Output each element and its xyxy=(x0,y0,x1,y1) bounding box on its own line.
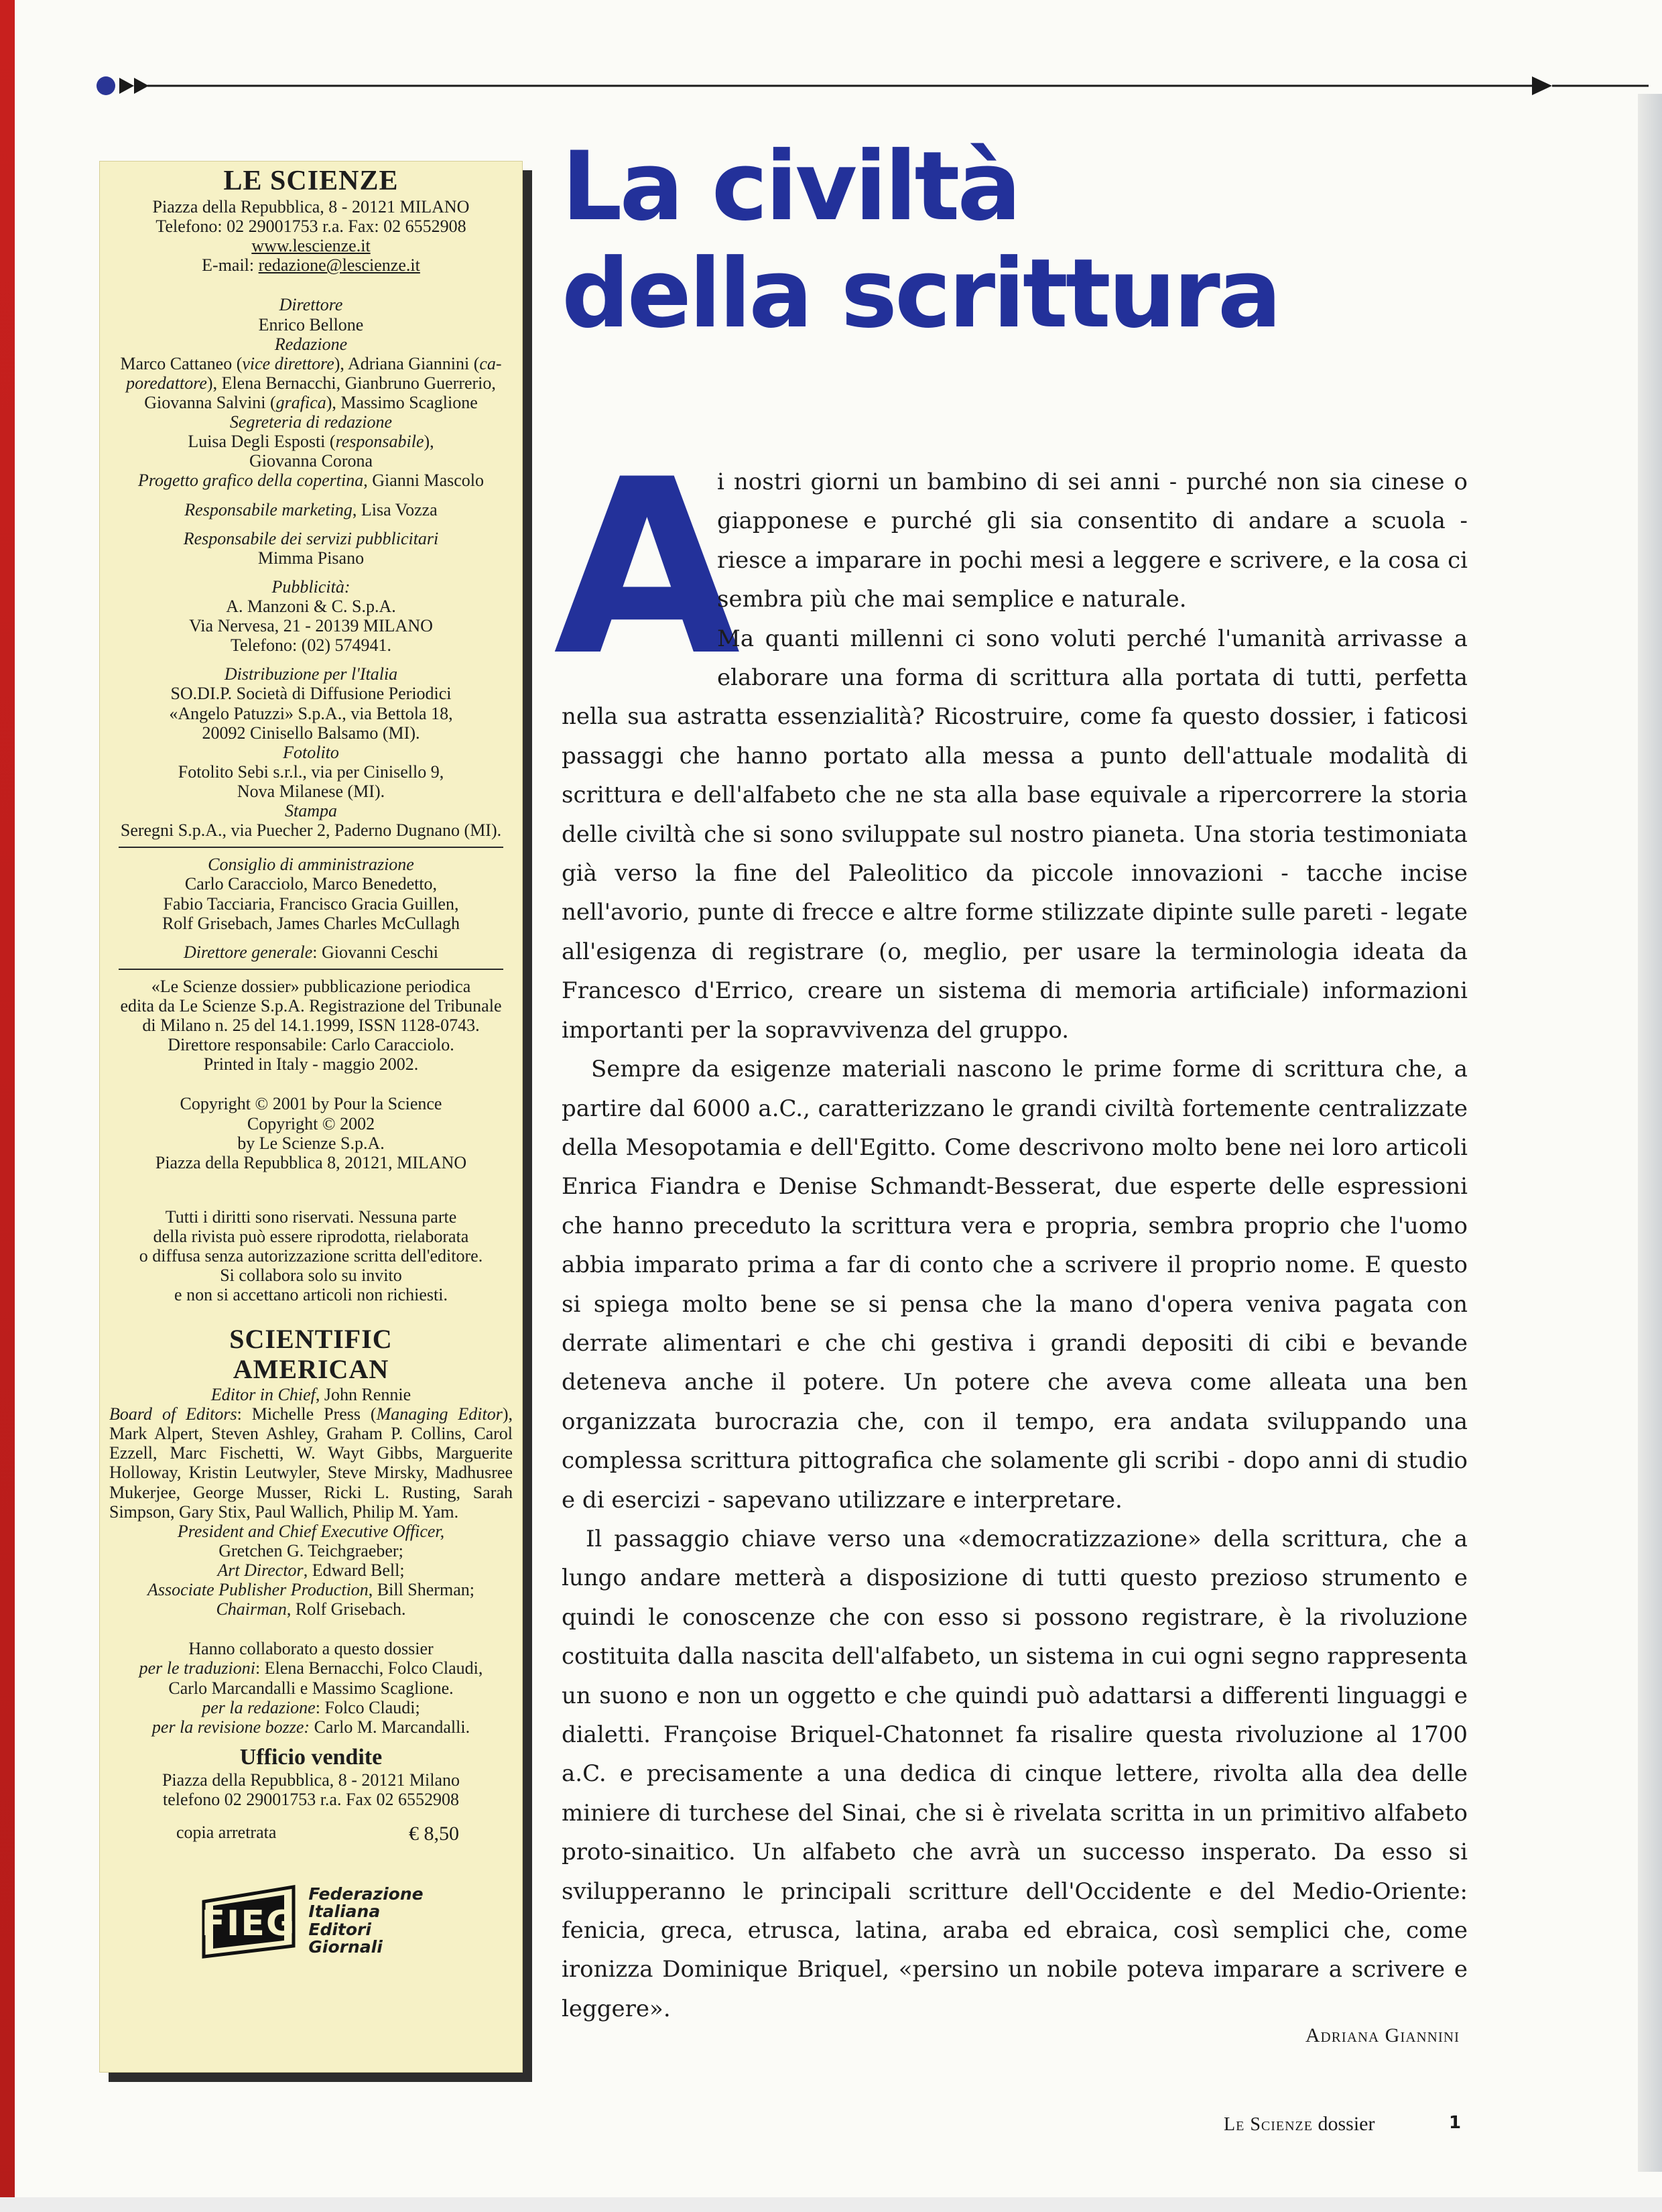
fotolito-label: Fotolito xyxy=(283,742,339,762)
direttore-label: Direttore xyxy=(279,295,343,315)
rights-line: della rivista può essere riprodotta, rielaborata xyxy=(153,1226,469,1246)
headline-line-2: della scrittura xyxy=(562,239,1279,349)
redazione-text: ), Elena Bernacchi, Gianbruno Guerrerio, xyxy=(206,373,496,393)
pub-line: edita da Le Scienze S.p.A. Registrazione del Tribunale xyxy=(120,995,502,1016)
servizi-name: Mimma Pisano xyxy=(257,548,365,568)
rights-line: Si collabora solo su invito xyxy=(220,1266,402,1286)
sa-board-text: : Michelle Press ( xyxy=(237,1404,377,1424)
collab-red-row xyxy=(109,1698,513,1717)
publisher-website-link[interactable]: www.lescienze.it xyxy=(251,236,371,256)
sa-title-line: AMERICAN xyxy=(233,1354,389,1385)
segreteria-role: responsabile xyxy=(335,432,424,452)
copyright-line: Copyright © 2001 by Pour la Science xyxy=(180,1094,442,1114)
sa-board-text: ), Mark Alpert, Steven Ashley, Graham P. Collins, Carol Ezzell, Marc Fischetti, W. Wayt Gibbs, Marguerite Holloway, Kristin Leutwyler, Steve Mirsky, Madhusree Mukerjee, George Musser, Ricki L. Rusting, Sarah Simpson, Gary Stix, Paul Wallich, Philip M. Yam. xyxy=(109,1404,513,1522)
distribuzione-line: SO.DI.P. Società di Diffusione Periodici xyxy=(170,684,452,704)
redazione-line-3 xyxy=(109,393,513,412)
ufficio-vendite-title: Ufficio vendite xyxy=(239,1744,383,1770)
collab-rev-label: per la revisione bozze: xyxy=(151,1717,310,1737)
pub-line: Direttore responsabile: Carlo Caracciolo. xyxy=(168,1035,454,1055)
sa-president-label: President and Chief Executive Officer, xyxy=(177,1521,445,1541)
segreteria-text: Luisa Degli Esposti ( xyxy=(188,432,336,452)
pubblicita-line: Via Nervesa, 21 - 20139 MILANO xyxy=(189,616,433,636)
collab-trad-row xyxy=(109,1658,513,1678)
copyright-line: by Le Scienze S.p.A. xyxy=(237,1133,385,1153)
right-page-edge xyxy=(1638,94,1662,2172)
sa-chair-row xyxy=(109,1599,513,1619)
pub-line: di Milano n. 25 del 14.1.1999, ISSN 1128-0743. xyxy=(142,1016,480,1036)
redazione-line-2 xyxy=(109,373,513,393)
publisher-email-row xyxy=(109,255,513,275)
redazione-text: Giovanna Salvini ( xyxy=(144,393,276,413)
sa-board-label: Board of Editors xyxy=(109,1404,237,1424)
segreteria-line-2: Giovanna Corona xyxy=(249,451,373,471)
arretrata-row xyxy=(109,1823,513,1845)
fieg-mark xyxy=(109,1882,513,1961)
segreteria-text: ), xyxy=(424,432,434,452)
segreteria-label: Segreteria di redazione xyxy=(229,412,393,432)
double-arrow-icon xyxy=(119,78,149,94)
distribuzione-line: «Angelo Patuzzi» S.p.A., via Bettola 18, xyxy=(169,703,453,723)
sa-chair-label: Chairman xyxy=(216,1599,287,1619)
progetto-name: , Gianni Mascolo xyxy=(363,471,485,491)
collab-trad-label: per le traduzioni xyxy=(139,1658,255,1678)
fieg-text-line: Federazione xyxy=(308,1884,424,1904)
marketing-label: Responsabile marketing xyxy=(184,499,353,519)
copyright-line: Copyright © 2002 xyxy=(247,1113,375,1133)
pub-line: «Le Scienze dossier» pubblicazione periodica xyxy=(151,976,471,996)
pubblicita-line: A. Manzoni & C. S.p.A. xyxy=(226,597,396,616)
vendite-line: telefono 02 29001753 r.a. Fax 02 6552908 xyxy=(163,1790,459,1810)
redazione-role: grafica xyxy=(275,393,326,413)
redazione-role: ca- xyxy=(479,353,502,373)
collab-red-names: : Folco Claudi; xyxy=(315,1697,420,1717)
sa-president-name: Gretchen G. Teichgraeber; xyxy=(218,1540,403,1560)
footer-magazine-sc: Le Scienze xyxy=(1224,2114,1313,2135)
publisher-email-link[interactable]: redazione@lescienze.it xyxy=(258,255,420,275)
footer-magazine-rest: dossier xyxy=(1313,2113,1375,2135)
bottom-scan-strip xyxy=(0,2197,1662,2212)
arretrata-label: copia arretrata xyxy=(176,1823,277,1843)
headline-line-1: La civiltà xyxy=(562,131,1019,242)
dg-label: Direttore generale xyxy=(183,942,313,962)
direttore-generale-row xyxy=(109,942,513,962)
redazione-text: ), Massimo Scaglione xyxy=(326,393,478,413)
pub-line: Printed in Italy - maggio 2002. xyxy=(203,1054,419,1074)
bullet-dot-icon xyxy=(97,76,115,95)
fieg-logo-icon xyxy=(198,1882,299,1961)
sa-art-label: Art Director xyxy=(217,1560,304,1580)
fieg-text-line: Italiana xyxy=(308,1902,381,1922)
drop-cap: A xyxy=(554,428,741,709)
consiglio-line: Carlo Caracciolo, Marco Benedetto, xyxy=(184,874,438,894)
redazione-line-1 xyxy=(109,354,513,373)
marketing-row xyxy=(109,500,513,519)
vendite-line: Piazza della Repubblica, 8 - 20121 Milano xyxy=(162,1770,460,1790)
email-label: E-mail: xyxy=(202,255,259,275)
redazione-role: vice direttore xyxy=(242,353,334,373)
sa-eic-name: , John Rennie xyxy=(315,1384,411,1404)
svg-text:FIEG: FIEG xyxy=(201,1903,296,1944)
distribuzione-line: 20092 Cinisello Balsamo (MI). xyxy=(202,723,420,743)
progetto-grafico-row xyxy=(109,471,513,490)
sa-title-line: SCIENTIFIC xyxy=(229,1324,393,1355)
stampa-line: Seregni S.p.A., via Puecher 2, Paderno Dugnano (MI). xyxy=(120,820,502,841)
article-body xyxy=(554,428,1468,2028)
stampa-label: Stampa xyxy=(285,801,337,821)
page-number: 1 xyxy=(1449,2113,1462,2133)
collab-heading: Hanno collaborato a questo dossier xyxy=(188,1639,434,1659)
publisher-address: Piazza della Repubblica, 8 - 20121 MILANO xyxy=(152,197,470,217)
paragraph-1: i nostri giorni un bambino di sei anni - purché non sia cinese o giapponese e purché gli sia consentito di andare a scuola - riesce a imparare in pochi mesi a leggere e scrivere, e la cosa ci sembra più che mai semplice e naturale. xyxy=(717,469,1468,613)
paragraph-2: Ma quanti millenni ci sono voluti perché l'umanità arrivasse a elaborare una forma di scrittura alla portata di tutti, perfetta nella sua astratta essenzialità? Ricostruire, come fa questo dossier, i faticosi passaggi che hanno portato alla messa a punto dell'attuale modalità di scrittura e dell'alfabeto che ne sta alla base equivale a ripercorrere la storia delle civiltà che si sono sviluppate sul nostro pianeta. Una storia testimoniata già verso la fine del Paleolitico da piccole innovazioni - tacche incise nell'avorio, punte di frecce e altre forme stilizzate dipinte sulle pareti - legate all'esigenza di registrare (o, meglio, per usare la terminologia ideata da Francesco d'Errico, creare un sistema di memoria artificiale) informazioni importanti per la sopravvivenza del gruppo. xyxy=(562,625,1468,1044)
collab-trad-names: : Elena Bernacchi, Folco Claudi, xyxy=(255,1658,483,1678)
servizi-label: Responsabile dei servizi pubblicitari xyxy=(183,528,439,548)
collab-trad-line-2: Carlo Marcandalli e Massimo Scaglione. xyxy=(168,1678,454,1698)
article-headline xyxy=(562,131,1634,354)
redazione-text: ), Adriana Giannini ( xyxy=(334,353,480,373)
collab-red-label: per la redazione xyxy=(202,1697,316,1717)
paragraph-3: Sempre da esigenze materiali nascono le prime forme di scrittura che, a partire dal 6000 a.C., caratterizzano le grandi civiltà fortemente centralizzate della Mesopotamia e dell'Egitto. Come descrivono molto bene nei loro articoli Enrica Fiandra e Denise Schmandt-Besserat, due esperte delle espressioni che hanno preceduto la scrittura vera e propria, sembra proprio che l'uomo abbia imparato prima a far di conto che a scrivere il proprio nome. E questo si spiega molto bene se si pensa che la mano d'opera veniva pagata con derrate alimentari e che chi gestiva i grandi depositi di cibi e bevande deteneva anche il potere. Un potere che aveva come alleata una ben organizzata burocrazia che, con il tempo, era andata sviluppando una complessa scrittura pittografica che solamente gli scribi - dopo anni di studio e di esercizi - sapevano utilizzare e interpretare. xyxy=(562,1056,1468,1514)
author-signature: Adriana Giannini xyxy=(1305,2024,1460,2046)
sa-board-role: Managing Editor xyxy=(376,1404,503,1424)
redazione-text: Marco Cattaneo ( xyxy=(120,353,243,373)
sa-eic-label: Editor in Chief xyxy=(210,1384,316,1404)
publisher-title: LE SCIENZE xyxy=(223,166,399,196)
copyright-line: Piazza della Repubblica 8, 20121, MILANO xyxy=(155,1152,467,1172)
pubblicita-label: Pubblicità: xyxy=(271,576,350,597)
fieg-text-line: Editori xyxy=(308,1919,371,1939)
distribuzione-label: Distribuzione per l'Italia xyxy=(224,664,398,684)
sa-board xyxy=(109,1404,513,1522)
sa-assoc-row xyxy=(109,1580,513,1599)
fieg-text-line: Giornali xyxy=(308,1937,383,1957)
consiglio-line: Rolf Grisebach, James Charles McCullagh xyxy=(162,913,460,933)
top-rule xyxy=(94,72,1649,99)
arretrata-price: € 8,50 xyxy=(409,1823,459,1845)
divider xyxy=(119,847,503,848)
left-red-edge xyxy=(0,0,15,2212)
publisher-phone: Telefono: 02 29001753 r.a. Fax: 02 6552908 xyxy=(155,217,466,237)
scientific-american-title xyxy=(109,1325,513,1385)
consiglio-label: Consiglio di amministrazione xyxy=(208,855,414,875)
segreteria-line-1 xyxy=(109,432,513,451)
paragraph-4: Il passaggio chiave verso una «democratizzazione» della scrittura, che a lungo andare metterà a disposizione di tutti questo prezioso strumento e quindi le conoscenze che con esso si possono registrare, è la rivoluzione costituita dalla nascita dell'alfabeto, un sistema in cui ogni segno rappresenta un suono e non un oggetto e che quindi può adattarsi a differenti linguaggi e dialetti. Françoise Briquel-Chatonnet fa risalire questa rivoluzione al 1700 a.C. e precisamente a una dedica di cinque lettere, rivolta alla dea delle miniere di turchese del Sinai, che si è rivelata scritta in un primitivo alfabeto proto-sinaitico. Un alfabeto che avrà un successo insperato. Da esso si svilupperanno le principali scritture dell'Occidente e del Medio-Oriente: fenicia, greca, etrusca, latina, araba ed ebraica, così semplici che, come ironizza Dominique Briquel, «persino un nobile poteva imparare a scrivere e leggere». xyxy=(562,1525,1468,2022)
colophon-sidebar xyxy=(99,161,523,2073)
footer-magazine-name xyxy=(1224,2113,1375,2136)
redazione-label: Redazione xyxy=(274,334,348,354)
rights-line: Tutti i diritti sono riservati. Nessuna parte xyxy=(165,1207,457,1227)
sa-art-row xyxy=(109,1560,513,1580)
redazione-role: poredattore xyxy=(126,373,207,393)
progetto-label: Progetto grafico della copertina xyxy=(137,471,364,491)
sa-assoc-name: , Bill Sherman; xyxy=(368,1580,474,1600)
rights-line: o diffusa senza autorizzazione scritta dell'editore. xyxy=(139,1246,483,1266)
sa-assoc-label: Associate Publisher Production xyxy=(147,1580,369,1600)
arrow-right-icon xyxy=(1532,76,1552,95)
collab-rev-row xyxy=(109,1717,513,1737)
sa-eic-row xyxy=(109,1385,513,1404)
sa-art-name: , Edward Bell; xyxy=(303,1560,405,1580)
fotolito-line: Fotolito Sebi s.r.l., via per Cinisello 9, xyxy=(178,761,444,782)
marketing-name: , Lisa Vozza xyxy=(352,499,438,519)
pubblicita-line: Telefono: (02) 574941. xyxy=(230,635,392,656)
sa-chair-name: , Rolf Grisebach. xyxy=(286,1599,406,1619)
divider xyxy=(119,969,503,970)
fotolito-line: Nova Milanese (MI). xyxy=(237,781,385,801)
rights-line: e non si accettano articoli non richiesti. xyxy=(174,1285,448,1305)
consiglio-line: Fabio Tacciaria, Francisco Gracia Guillen, xyxy=(163,894,459,914)
collab-rev-names: Carlo M. Marcandalli. xyxy=(310,1717,470,1737)
fieg-text xyxy=(308,1886,423,1956)
direttore-name: Enrico Bellone xyxy=(258,314,364,334)
dg-name: : Giovanni Ceschi xyxy=(312,942,439,962)
